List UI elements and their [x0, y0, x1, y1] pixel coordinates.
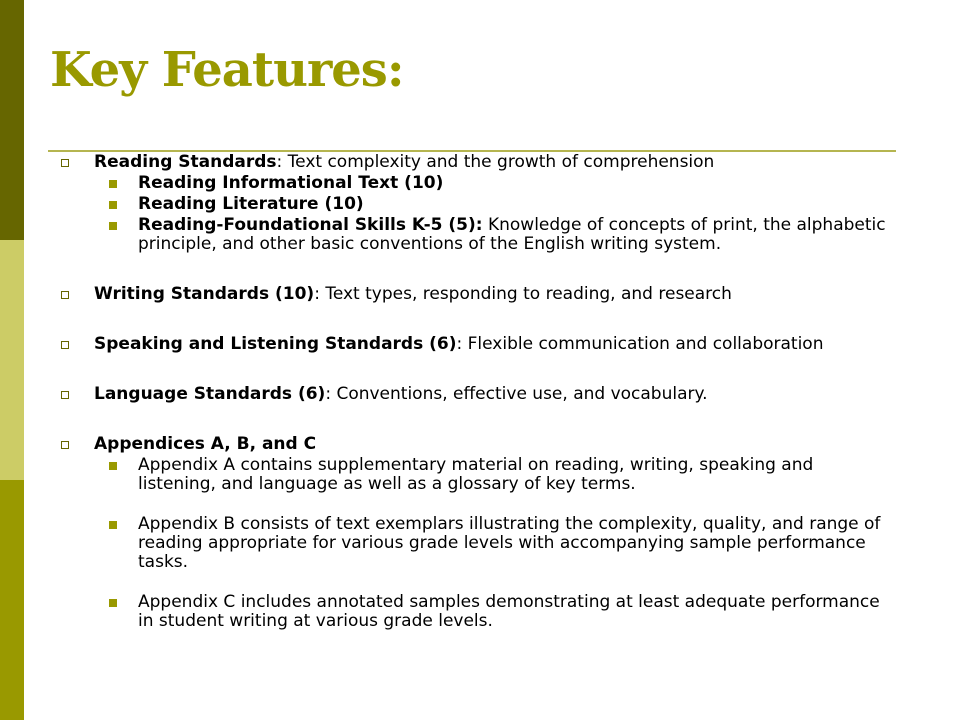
- hollow-square-bullet-icon: [61, 291, 69, 299]
- slide-title: Key Features:: [50, 42, 404, 98]
- bullet-text: : Text types, responding to reading, and research: [314, 284, 732, 304]
- bullet-item-appendices: [60, 435, 895, 454]
- square-bullet-icon: [109, 201, 117, 209]
- square-bullet-icon: [109, 222, 117, 230]
- hollow-square-bullet-icon: [61, 441, 69, 449]
- sub-bullet-text: Knowledge of concepts of print, the alphabetic principle, and other basic conventions of the English writing system.: [138, 215, 886, 254]
- bullet-heading: Appendices A, B, and C: [94, 434, 317, 454]
- bullet-heading: Writing Standards (10): [94, 284, 315, 304]
- slide-content: [60, 153, 895, 631]
- bullet-text: : Text complexity and the growth of comprehension: [276, 152, 715, 172]
- sub-bullet-heading: Reading Literature (10): [138, 194, 364, 214]
- sub-bullet-text: Appendix C includes annotated samples demonstrating at least adequate performance in student writing at various grade levels.: [138, 592, 880, 631]
- square-bullet-icon: [109, 180, 117, 188]
- sub-bullet-heading: Reading-Foundational Skills K-5 (5):: [138, 215, 483, 235]
- sub-bullet-item: [60, 174, 895, 193]
- square-bullet-icon: [109, 462, 117, 470]
- sub-bullet-text: Appendix B consists of text exemplars illustrating the complexity, quality, and range of reading appropriate for various grade levels with accompanying sample performance tasks.: [138, 514, 881, 572]
- side-bar-bottom: [0, 480, 24, 720]
- side-bar-top: [0, 0, 24, 240]
- hollow-square-bullet-icon: [61, 159, 69, 167]
- bullet-heading: Language Standards (6): [94, 384, 326, 404]
- sub-bullet-item: [60, 195, 895, 214]
- sub-bullet-item-appendix-b: [60, 515, 895, 572]
- square-bullet-icon: [109, 599, 117, 607]
- bullet-item-reading-standards: [60, 153, 895, 172]
- sub-bullet-item: [60, 216, 895, 254]
- bullet-item-language-standards: [60, 385, 895, 404]
- bullet-item-writing-standards: [60, 285, 895, 304]
- bullet-item-speaking-listening: [60, 335, 895, 354]
- hollow-square-bullet-icon: [61, 341, 69, 349]
- sub-bullet-item-appendix-c: [60, 593, 895, 631]
- sub-bullet-item-appendix-a: [60, 456, 895, 494]
- sub-bullet-text: Appendix A contains supplementary material on reading, writing, speaking and listening, and language as well as a glossary of key terms.: [138, 455, 814, 494]
- bullet-heading: Reading Standards: [94, 152, 277, 172]
- hollow-square-bullet-icon: [61, 391, 69, 399]
- bullet-text: : Flexible communication and collaboration: [456, 334, 824, 354]
- side-bar-middle: [0, 240, 24, 480]
- square-bullet-icon: [109, 521, 117, 529]
- bullet-text: : Conventions, effective use, and vocabulary.: [325, 384, 708, 404]
- bullet-heading: Speaking and Listening Standards (6): [94, 334, 457, 354]
- sub-bullet-heading: Reading Informational Text (10): [138, 173, 444, 193]
